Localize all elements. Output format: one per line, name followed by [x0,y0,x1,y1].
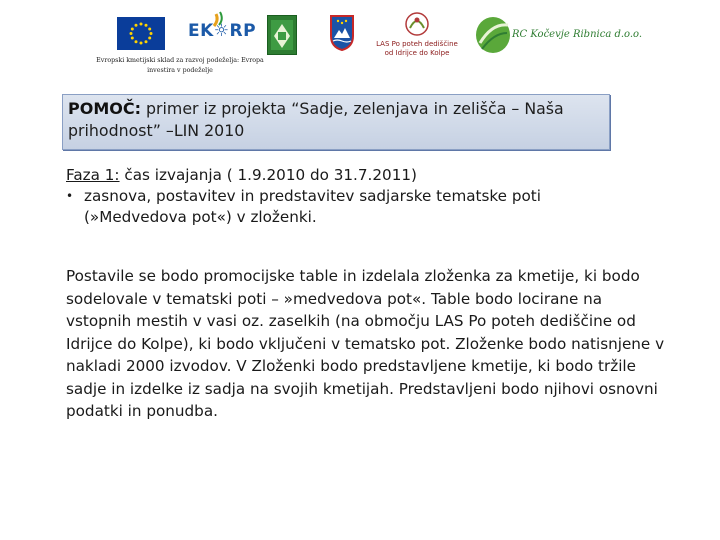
rc-logo-text: RC Kočevje Ribnica d.o.o. [512,29,643,40]
title-box [62,94,610,150]
eafrd-logo-text: EK☼RP [188,21,257,41]
page-title [68,98,603,142]
title-label: POMOČ: [68,99,141,118]
phase-text: čas izvajanja ( 1.9.2010 do 31.7.2011) [119,166,417,184]
eafrd-logo [186,10,257,54]
rc-kocevje-ribnica-logo [474,13,643,58]
bullet-text: zasnova, postavitev in predstavitev sadjarske tematske poti (»Medvedova pot«) v zloženki. [84,187,541,226]
eu-flag-logo [117,17,165,50]
phase-line [66,165,666,186]
eafrd-caption: Evropski kmetijski sklad za razvoj podeželja: Evropa investira v podeželje [96,57,264,74]
phase-label: Faza 1: [66,166,120,184]
las-logo [372,10,462,62]
bullet-symbol: • [66,189,74,203]
las-logo-text: LAS Po poteh dediščine od Idrijce do Kolpe [376,40,458,57]
body-paragraph: Postavile se bodo promocijske table in izdelala zloženka za kmetije, ki bodo sodelovale v tematski poti – »medvedova pot«. Table bodo locirane na vstopnih mestih v vasi oz. zaselkih (na območju LAS Po poteh dediščine od Idrijce do Kolpe), ki bodo vključeni v tematsko pot. Zloženke bodo natisnjene v nakladi 2000 izvodov. V Zloženki bodo predstavljene kmetije, ki bodo tržile sadje in izdelke iz sadja na svojih kmetijah. Predstavljeni bodo njihovi osnovni podatki in ponudba. [66,267,665,420]
slovenia-coat-of-arms [329,14,355,52]
title-text: primer iz projekta “Sadje, zelenjava in zelišča – Naša prihodnost” –LIN 2010 [68,99,564,140]
leader-logo [267,15,297,55]
